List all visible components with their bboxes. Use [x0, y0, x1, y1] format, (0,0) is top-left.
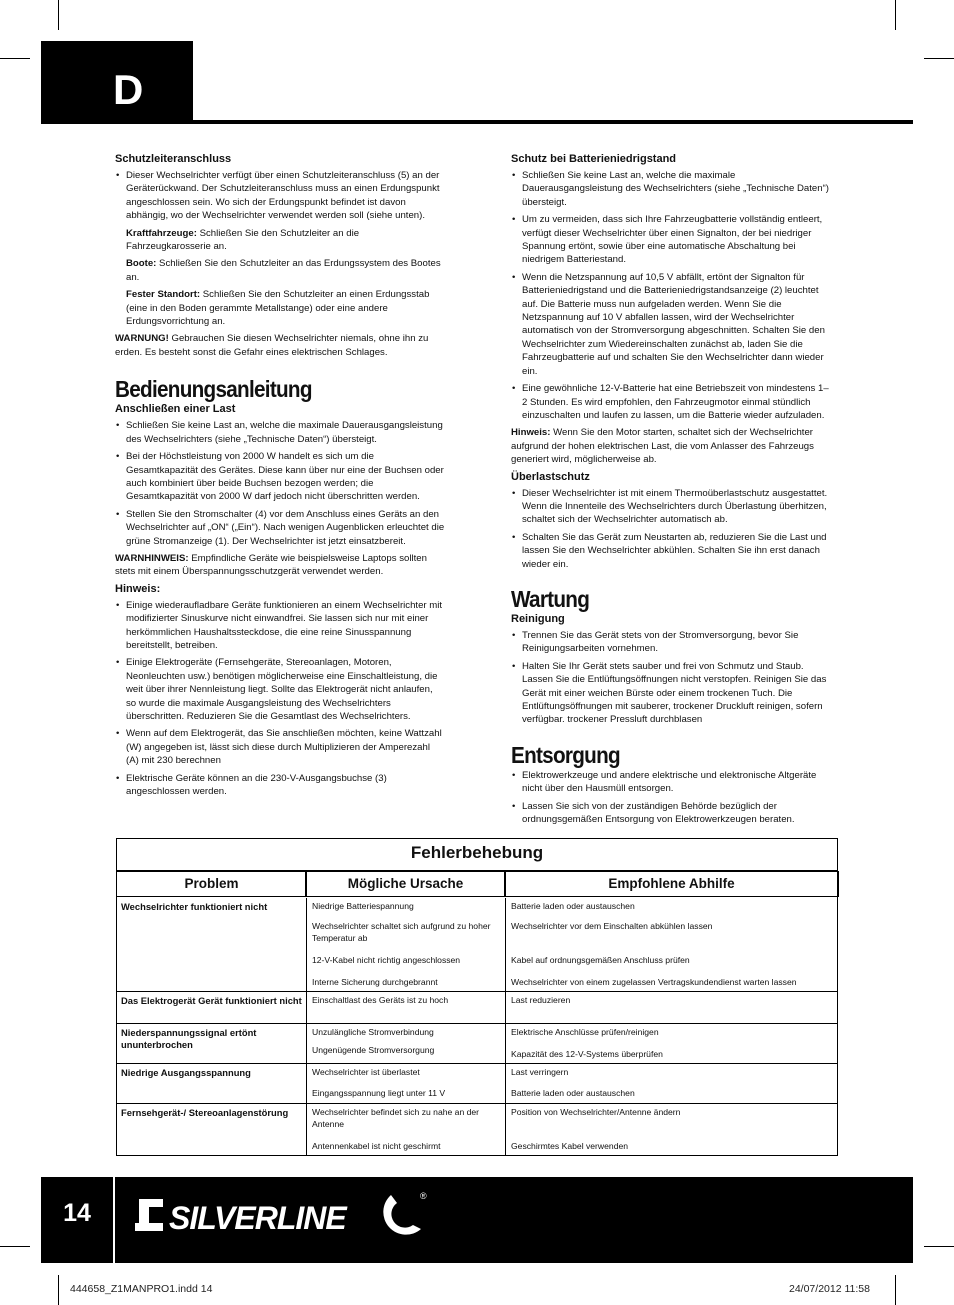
fix-text: Wechselrichter von einem zugelassen Vertragskundendienst warten lassen [511, 977, 797, 987]
fix-text: Position von Wechselrichter/Antenne ändern [511, 1107, 681, 1117]
list-item: • Eine gewöhnliche 12-V-Batterie hat eine Betriebszeit von mindestens 1–2 Stunden. Es wird empfohlen, den Fahrzeugmotor einmal stündlich einzuschalten und laufen zu lassen, um die Batterie wieder aufzuladen. [511, 382, 831, 422]
cause-text: Interne Sicherung durchgebrannt [312, 977, 438, 987]
list-item: • Stellen Sie den Stromschalter (4) vor dem Anschluss eines Geräts an den Wechselrichter auf „ON“ („Ein“). Nach wenigen Augenblicken erleuchtet die grüne Stromanzeige (1). Der Wechselrichter ist jetzt einsatzbereit. [115, 508, 445, 548]
cause-text: Wechselrichter befindet sich zu nahe an der Antenne [312, 1107, 480, 1129]
text-kfz: Schließen Sie den Schutzleiter an die Fahrzeugkarosserie an. [126, 227, 360, 253]
heading-bedienungsanleitung: Bedienungsanleitung [115, 376, 312, 403]
silverline-logo [133, 1185, 433, 1245]
table-row [117, 992, 837, 1024]
cause-cell [307, 1104, 506, 1156]
list-item: • Einige wiederaufladbare Geräte funktionieren an einem Wechselrichter mit modifizierter Sinuskurve nicht einwandfrei. Sie lassen sich nur mit einer herkömmlichen Haushaltssteckdose, die eine reine Sinusspannung bereitstellt, betreiben. [115, 599, 445, 653]
problem-cell: Wechselrichter funktioniert nicht [117, 898, 307, 991]
list-item: • Um zu vermeiden, dass sich Ihre Fahrzeugbatterie vollständig entleert, verfügt dieser Wechselrichter über einen Signalton, der bei niedriger Spannung ertönt, sowie über eine automatische Abschaltung bei niedrigem Batteriestand. [511, 213, 831, 267]
cause-text: Unzulängliche Stromverbindung [312, 1027, 434, 1037]
fix-text: Kapazität des 12-V-Systems überprüfen [511, 1049, 663, 1059]
column-header-ursache: Mögliche Ursache [305, 871, 506, 897]
problem-cell: Fernsehgerät-/ Stereoanlagenstörung [117, 1104, 307, 1156]
problem-cell: Niederspannungssignal ertönt ununterbrochen [117, 1024, 307, 1063]
heading-entsorgung: Entsorgung [511, 741, 620, 768]
problem-cell: Das Elektrogerät Gerät funktioniert nicht [117, 992, 307, 1023]
heading-ueberlastschutz: Überlastschutz [511, 470, 590, 483]
crop-mark [58, 0, 59, 30]
table-row [117, 1024, 837, 1064]
slug-date: 24/07/2012 11:58 [789, 1283, 870, 1295]
list-item: • Einige Elektrogeräte (Fernsehgeräte, Stereoanlagen, Motoren, Neonleuchten usw.) benötigen möglicherweise eine Einschaltleistung, die weit über ihrer Nennleistung liegt. Sollte das Elektrogerät nicht anlaufen, so wurde die maximale Ausgangsleistung des Wechselrichters überschritten. Reduzieren Sie die Gesamtlast des Wechselrichters. [115, 656, 445, 723]
text-standort: Schließen Sie den Schutzleiter an einen Erdungsstab (eine in den Boden gerammte Metallstange) oder eine andere Erdungsvorrichtung an. [126, 289, 430, 328]
text-warnung: Gebrauchen Sie diesen Wechselrichter niemals, ohne ihn zu erden. Es besteht sonst die Gefahr eines elektrischen Schlages. [115, 333, 429, 358]
label-standort: Fester Standort: [126, 289, 201, 301]
cause-cell [307, 1064, 506, 1103]
registered-mark: ® [420, 1191, 427, 1201]
crop-mark [895, 0, 896, 30]
section-letter: D [41, 41, 193, 123]
crop-mark [924, 58, 954, 59]
fix-text: Kabel auf ordnungsgemäßen Anschluss prüfen [511, 955, 690, 965]
page-number: 14 [41, 1177, 115, 1263]
cause-text: Einschaltlast des Geräts ist zu hoch [312, 995, 449, 1005]
left-column [115, 153, 445, 802]
fix-text: Geschirmtes Kabel verwenden [511, 1141, 629, 1151]
cause-cell [307, 1024, 506, 1063]
column-header-problem: Problem [116, 871, 307, 897]
fix-cell [506, 992, 837, 1023]
list-item: • Schalten Sie das Gerät zum Neustarten ab, reduzieren Sie die Last und lassen Sie den Wechselrichter abkühlen. Schalten Sie ihn erst danach wieder ein. [511, 531, 831, 571]
text-warnhinweis: Empfindliche Geräte wie beispielsweise Laptops sollten stets mit einem Überspannungsschutzgerät verwendet werden. [115, 552, 427, 578]
column-header-abhilfe: Empfohlene Abhilfe [504, 871, 839, 897]
list-item: • Wenn auf dem Elektrogerät, das Sie anschließen möchten, keine Wattzahl (W) angegeben ist, lässt sich diese durch Multiplizieren der Amperezahl (A) mit 230 berechnen [115, 727, 445, 767]
cause-text: 12-V-Kabel nicht richtig angeschlossen [312, 955, 461, 965]
text-boote: Schließen Sie den Schutzleiter an das Erdungssystem des Bootes an. [126, 258, 441, 283]
fix-text: Last reduzieren [511, 995, 571, 1005]
paragraph-kfz [115, 227, 445, 254]
fix-text: Batterie laden oder austauschen [511, 901, 635, 911]
paragraph-warnhinweis [115, 552, 445, 579]
list-item: • Elektrische Geräte können an die 230-V-Ausgangsbuchse (3) angeschlossen werden. [115, 772, 445, 799]
crop-mark [895, 1275, 896, 1305]
text-hinweis: Wenn Sie den Motor starten, schaltet sich der Wechselrichter aufgrund der hohen elektrischen Last, die vom Anlasser des Fahrzeugs generiert wird, möglicherweise ab. [511, 427, 814, 466]
heading-wartung: Wartung [511, 585, 590, 612]
fix-cell [506, 1024, 837, 1063]
cause-text: Eingangsspannung liegt unter 11 V [312, 1088, 446, 1098]
label-hinweis: Hinweis: [511, 427, 551, 439]
label-kfz: Kraftfahrzeuge: [126, 227, 197, 239]
paragraph-hinweis [511, 426, 831, 466]
heading-hinweis: Hinweis: [115, 582, 161, 595]
slug-file: 444658_Z1MANPRO1.indd 14 [70, 1283, 213, 1295]
cause-text: Wechselrichter ist überlastet [312, 1067, 420, 1077]
heading-anschliessen: Anschließen einer Last [115, 403, 236, 416]
crop-mark [924, 1246, 954, 1247]
table-title: Fehlerbehebung [117, 839, 837, 871]
table-row [117, 1064, 837, 1104]
list-item: • Dieser Wechselrichter ist mit einem Thermoüberlastschutz ausgestattet. Wenn die Innenteile des Wechselrichters durch Überlastung überhitzen, schaltet sich der Wechselrichter automatisch ab. [511, 487, 831, 527]
list-item: • Halten Sie Ihr Gerät stets sauber und frei von Schmutz und Staub. Lassen Sie die Entlüftungsöffnungen nicht verstopfen. Reinigen Sie das Gerät mit einer weichen Bürste oder einem trockenen Tuch. Die Entlüftungsöffnungen mit sauberer, trockener Druckluft reinigen, sofern verfügbar. trockener Pressluft durchblasen [511, 660, 831, 727]
troubleshooting-table [116, 838, 838, 1156]
paragraph-warnung [115, 332, 445, 359]
list-item: • Schließen Sie keine Last an, welche die maximale Dauerausgangsleistung des Wechselrichters (siehe „Technische Daten“) übersteigt. [511, 169, 831, 209]
fix-text: Batterie laden oder austauschen [511, 1088, 635, 1098]
label-warnung: WARNUNG! [115, 333, 169, 345]
fix-text: Wechselrichter vor dem Einschalten abkühlen lassen [511, 921, 713, 931]
crop-mark [58, 1275, 59, 1305]
right-column [511, 153, 831, 830]
list-item: • Schließen Sie keine Last an, welche die maximale Dauerausgangsleistung des Wechselrichters (siehe „Technische Daten“) übersteigt. [115, 419, 445, 446]
list-item: • Elektrowerkzeuge und andere elektrische und elektronische Altgeräte nicht über den Hausmüll entsorgen. [511, 769, 831, 796]
cause-text: Ungenügende Stromversorgung [312, 1045, 435, 1055]
crop-mark [0, 58, 30, 59]
fix-cell [506, 1064, 837, 1103]
cause-text: Antennenkabel ist nicht geschirmt [312, 1141, 441, 1151]
list-item: • Trennen Sie das Gerät stets von der Stromversorgung, bevor Sie Reinigungsarbeiten vornehmen. [511, 629, 831, 656]
heading-reinigung: Reinigung [511, 612, 565, 625]
fix-text: Last verringern [511, 1067, 569, 1077]
crop-mark [0, 1246, 30, 1247]
fix-cell [506, 898, 837, 991]
header-rule [41, 120, 913, 124]
list-item: • Dieser Wechselrichter verfügt über einen Schutzleiteranschluss (5) an der Geräterückwand. Der Schutzleiteranschluss muss an einen Erdungspunkt angeschlossen sein. Wo sich der Erdungspunkt befindet ist davon abhängig, wo der Wechselrichter verwendet werden soll (siehe unten). [115, 169, 445, 223]
table-row [117, 1104, 837, 1156]
paragraph-boote [115, 257, 445, 284]
brand-wordmark: SILVERLINE [169, 1200, 346, 1236]
list-item: • Wenn die Netzspannung auf 10,5 V abfällt, ertönt der Signalton für Batterieniedrigstand und die Batterieniedrigstandsanzeige (2) leuchtet auf. Die Batterie muss nun aufgeladen werden. Wenn Sie die Netzspannung auf 10 V abfallen lassen, wird der Wechselrichter automatisch von der Stromversorgung abgeschnitten. Schalten Sie den Wechselrichter zum Wiedereinschalten zunächst ab, laden Sie die Fahrzeugbatterie auf und schalten Sie den Wechselrichter dann wieder ein. [511, 271, 831, 378]
heading-schutzleiter: Schutzleiteranschluss [115, 153, 232, 165]
list-item: • Bei der Höchstleistung von 2000 W handelt es sich um die Gesamtkapazität des Gerätes. Diese kann über nur eine der Buchsen oder auch kombiniert über beide Buchsen bezogen werden; die Gesamtkapazität von 2000 W darf jedoch nicht überschritten werden. [115, 450, 445, 504]
heading-batterieniedrigstand: Schutz bei Batterieniedrigstand [511, 153, 677, 165]
label-warnhinweis: WARNHINWEIS: [115, 552, 189, 564]
problem-cell: Niedrige Ausgangsspannung [117, 1064, 307, 1103]
cause-text: Wechselrichter schaltet sich aufgrund zu hoher Temperatur ab [312, 921, 491, 943]
cause-cell [307, 992, 506, 1023]
paragraph-standort [115, 288, 445, 328]
label-boote: Boote: [126, 258, 157, 270]
fix-cell [506, 1104, 837, 1156]
table-row [117, 898, 837, 992]
cause-text: Niedrige Batteriespannung [312, 901, 414, 911]
cause-cell [307, 898, 506, 991]
list-item: • Lassen Sie sich von der zuständigen Behörde bezüglich der ordnungsgemäßen Entsorgung von Elektrowerkzeugen beraten. [511, 800, 831, 827]
fix-text: Elektrische Anschlüsse prüfen/reinigen [511, 1027, 659, 1037]
